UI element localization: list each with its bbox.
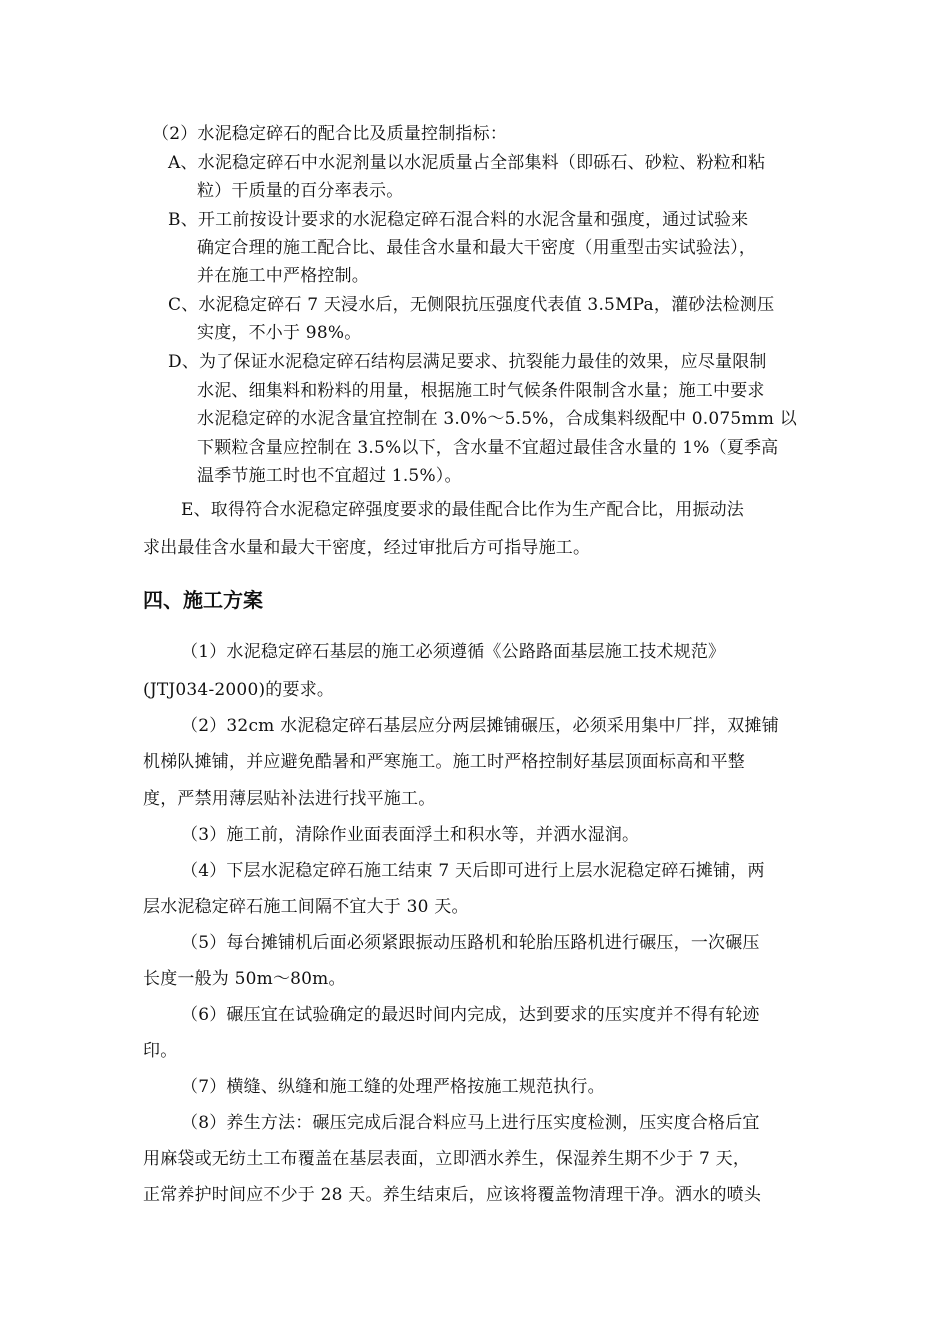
item-d-line-4: 下颗粒含量应控制在 3.5%以下，含水量不宜超过最佳含水量的 1%（夏季高	[197, 438, 779, 458]
section-heading: 四、施工方案	[143, 588, 263, 612]
item-e-line-2: 求出最佳含水量和最大干密度，经过审批后方可指导施工。	[143, 538, 591, 558]
para-4-line-1: （4）下层水泥稳定碎石施工结束 7 天后即可进行上层水泥稳定碎石摊铺，两	[181, 861, 765, 881]
item-2-title: （2）水泥稳定碎石的配合比及质量控制指标：	[152, 124, 508, 144]
item-b-line-3: 并在施工中严格控制。	[197, 266, 369, 286]
para-5-line-1: （5）每台摊铺机后面必须紧跟振动压路机和轮胎压路机进行碾压，一次碾压	[181, 933, 760, 953]
item-d-line-3: 水泥稳定碎的水泥含量宜控制在 3.0%～5.5%，合成集料级配中 0.075mm 以	[197, 409, 797, 429]
para-8-line-1: （8）养生方法：碾压完成后混合料应马上进行压实度检测，压实度合格后宜	[181, 1113, 760, 1133]
para-6-line-2: 印。	[143, 1041, 178, 1061]
item-a-line-1: A、水泥稳定碎石中水泥剂量以水泥质量占全部集料（即砾石、砂粒、粉粒和粘	[168, 153, 766, 173]
para-5-line-2: 长度一般为 50m～80m。	[143, 969, 346, 989]
para-3-line-1: （3）施工前，清除作业面表面浮土和积水等，并洒水湿润。	[181, 825, 640, 845]
item-c-line-2: 实度，不小于 98%。	[197, 323, 362, 343]
item-d-line-2: 水泥、细集料和粉料的用量，根据施工时气候条件限制含水量；施工中要求	[197, 381, 765, 401]
para-2-line-3: 度，严禁用薄层贴补法进行找平施工。	[143, 789, 436, 809]
para-6-line-1: （6）碾压宜在试验确定的最迟时间内完成，达到要求的压实度并不得有轮迹	[181, 1005, 760, 1025]
para-1-line-1: （1）水泥稳定碎石基层的施工必须遵循《公路路面基层施工技术规范》	[181, 642, 726, 662]
para-2-line-2: 机梯队摊铺，并应避免酷暑和严寒施工。施工时严格控制好基层顶面标高和平整	[143, 752, 745, 772]
item-d-line-5: 温季节施工时也不宜超过 1.5%）。	[197, 466, 462, 486]
para-1-line-2: (JTJ034-2000)的要求。	[143, 680, 335, 700]
para-7-line-1: （7）横缝、纵缝和施工缝的处理严格按施工规范执行。	[181, 1077, 605, 1097]
item-a-line-2: 粒）干质量的百分率表示。	[197, 181, 404, 201]
para-8-line-3: 正常养护时间应不少于 28 天。养生结束后，应该将覆盖物清理干净。洒水的喷头	[143, 1185, 762, 1205]
para-2-line-1: （2）32cm 水泥稳定碎石基层应分两层摊铺碾压，必须采用集中厂拌，双摊铺	[181, 716, 779, 736]
item-d-line-1: D、为了保证水泥稳定碎石结构层满足要求、抗裂能力最佳的效果，应尽量限制	[168, 352, 767, 372]
para-8-line-2: 用麻袋或无纺土工布覆盖在基层表面，立即洒水养生，保湿养生期不少于 7 天，	[143, 1149, 751, 1169]
para-4-line-2: 层水泥稳定碎石施工间隔不宜大于 30 天。	[143, 897, 469, 917]
item-b-line-1: B、开工前按设计要求的水泥稳定碎石混合料的水泥含量和强度，通过试验来	[168, 210, 749, 230]
item-e-line-1: E、取得符合水泥稳定碎强度要求的最佳配合比作为生产配合比，用振动法	[181, 500, 745, 520]
item-b-line-2: 确定合理的施工配合比、最佳含水量和最大干密度（用重型击实试验法），	[197, 238, 757, 258]
item-c-line-1: C、水泥稳定碎石 7 天浸水后，无侧限抗压强度代表值 3.5MPa，灌砂法检测压	[168, 295, 775, 315]
